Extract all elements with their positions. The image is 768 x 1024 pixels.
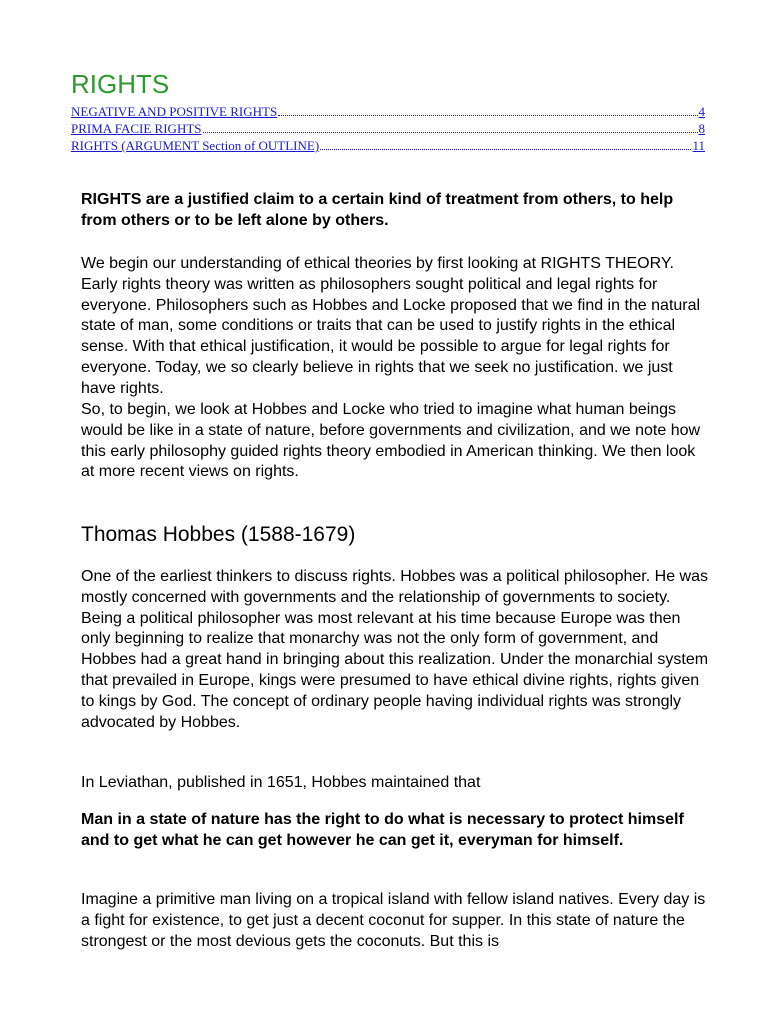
- toc-item-page: 11: [692, 138, 705, 153]
- section-heading-hobbes: Thomas Hobbes (1588-1679): [81, 523, 356, 546]
- toc-leader-dots: [203, 132, 698, 133]
- toc-leader-dots: [278, 115, 697, 116]
- hobbes-paragraph: One of the earliest thinkers to discuss rights. Hobbes was a political philosopher. He was mostly concerned with governments and the relationship of governments to society. Being a political philosopher was most relevant at his time because Europe was then only beginning to realize that monarchy was not the only form of government, and Hobbes had a great hand in bringing about this realization. Under the monarchial system that prevailed in Europe, kings were presumed to have ethical divine rights, rights given to kings by God. The concept of ordinary people having individual rights was strongly advocated by Hobbes.: [81, 568, 709, 731]
- intro-paragraph: We begin our understanding of ethical theories by first looking at RIGHTS THEORY. Early rights theory was written as philosophers sought political and legal rights for everyone. Philosophers such as Hobbes and Locke proposed that we find in the natural state of man, some conditions or traits that can be used to justify rights in the ethical sense. With that ethical justification, it would be possible to argue for legal rights for everyone. Today, we so clearly believe in rights that we seek no justification. we just have rights.: [81, 255, 701, 397]
- toc-item-prima-facie-rights[interactable]: [71, 120, 705, 137]
- toc-item-page: 4: [698, 104, 705, 119]
- leviathan-quote: Man in a state of nature has the right to do what is necessary to protect himself and to get what he can get however he can get it, everyman for himself.: [81, 811, 684, 849]
- intro-paragraph-continued: So, to begin, we look at Hobbes and Locke who tried to imagine what human beings would be like in a state of nature, before governments and civilization, and we note how this early philosophy guided rights theory embodied in American thinking. We then look at more recent views on rights.: [81, 401, 701, 481]
- island-paragraph: Imagine a primitive man living on a tropical island with fellow island natives. Every day is a fight for existence, to get just a decent coconut for supper. In this state of nature the strongest or the most devious gets the coconuts. But this is: [81, 891, 706, 950]
- toc-item-label: PRIMA FACIE RIGHTS: [71, 121, 202, 136]
- toc-item-label: RIGHTS (ARGUMENT Section of OUTLINE): [71, 138, 320, 153]
- toc-leader-dots: [320, 149, 691, 150]
- toc-item-label: NEGATIVE AND POSITIVE RIGHTS: [71, 104, 278, 119]
- leviathan-intro: In Leviathan, published in 1651, Hobbes maintained that: [81, 774, 481, 791]
- rights-definition: RIGHTS are a justified claim to a certain kind of treatment from others, to help from others or to be left alone by others.: [81, 191, 674, 229]
- toc-item-page: 8: [698, 121, 705, 136]
- toc-item-rights-argument[interactable]: [71, 137, 705, 154]
- table-of-contents: [71, 103, 705, 154]
- document-title: RIGHTS: [71, 69, 170, 99]
- toc-item-negative-positive-rights[interactable]: [71, 103, 705, 120]
